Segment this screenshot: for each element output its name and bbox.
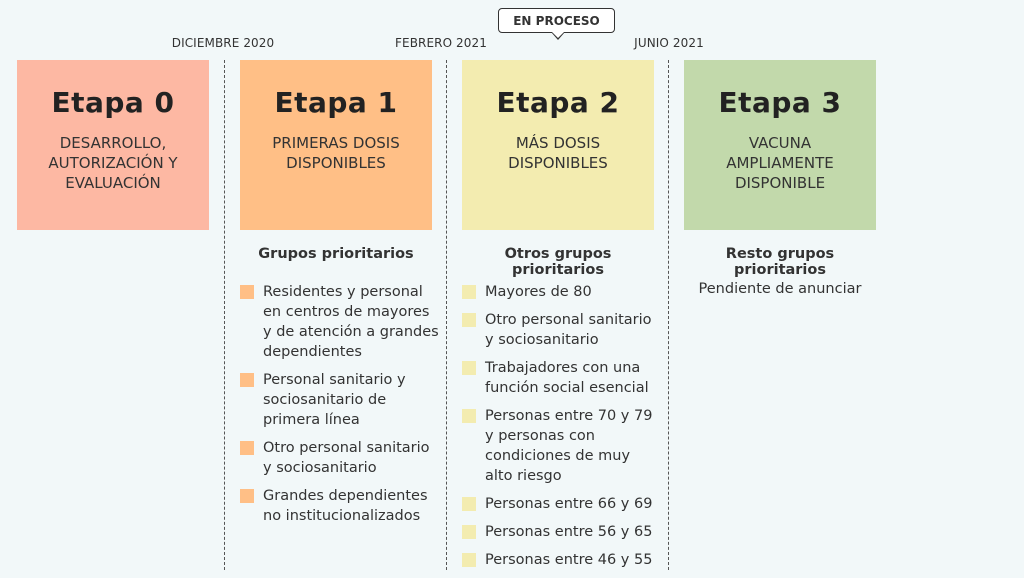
status-badge: EN PROCESO xyxy=(498,8,615,33)
date-label-feb-2021: FEBRERO 2021 xyxy=(395,36,487,50)
group-list-item-label: Personas entre 70 y 79 y personas con condiciones de muy alto riesgo xyxy=(485,408,653,484)
stage-card-0 xyxy=(17,60,209,230)
stage-card-2 xyxy=(462,60,654,230)
divider-feb-2021 xyxy=(446,60,447,570)
divider-jun-2021 xyxy=(668,60,669,570)
square-bullet-icon xyxy=(240,489,254,503)
date-label-jun-2021: JUNIO 2021 xyxy=(634,36,704,50)
stage-title: Etapa 0 xyxy=(51,86,175,119)
square-bullet-icon xyxy=(462,313,476,327)
stage-subtitle: MÁS DOSIS DISPONIBLES xyxy=(508,134,608,172)
group-list-item-label: Mayores de 80 xyxy=(485,284,592,300)
square-bullet-icon xyxy=(240,285,254,299)
group-list-item xyxy=(462,494,662,514)
group-list-item xyxy=(462,358,662,398)
stage-card-1 xyxy=(240,60,432,230)
stage2-groups-list xyxy=(462,282,662,578)
square-bullet-icon xyxy=(462,361,476,375)
square-bullet-icon xyxy=(240,373,254,387)
group-list-item-label: Personal sanitario y sociosanitario de primera línea xyxy=(263,372,406,428)
square-bullet-icon xyxy=(462,553,476,567)
group-list-item-label: Residentes y personal en centros de mayores y de atención a grandes dependientes xyxy=(263,284,439,360)
group-list-item xyxy=(462,550,662,570)
group-list-item xyxy=(240,438,440,478)
group-list-item xyxy=(462,522,662,542)
group-list-item xyxy=(462,310,662,350)
stage1-groups-list xyxy=(240,282,440,534)
square-bullet-icon xyxy=(462,285,476,299)
stage3-pending-text: Pendiente de anunciar xyxy=(698,281,862,297)
stage-title: Etapa 3 xyxy=(718,86,842,119)
square-bullet-icon xyxy=(462,525,476,539)
stage3-groups-heading: Resto grupos prioritarios xyxy=(725,246,835,278)
group-list-item xyxy=(240,486,440,526)
square-bullet-icon xyxy=(240,441,254,455)
stage-title: Etapa 1 xyxy=(274,86,398,119)
stage-subtitle: DESARROLLO, AUTORIZACIÓN Y EVALUACIÓN xyxy=(48,134,178,192)
group-list-item xyxy=(240,282,440,362)
group-list-item xyxy=(462,282,662,302)
group-list-item xyxy=(240,370,440,430)
square-bullet-icon xyxy=(462,497,476,511)
group-list-item xyxy=(462,406,662,486)
stage1-groups-heading: Grupos prioritarios xyxy=(258,246,414,262)
divider-dec-2020 xyxy=(224,60,225,570)
stage-title: Etapa 2 xyxy=(496,86,620,119)
group-list-item-label: Personas entre 66 y 69 xyxy=(485,496,653,512)
stage2-groups-heading: Otros grupos prioritarios xyxy=(504,246,612,278)
status-badge-pointer-fill xyxy=(552,32,564,38)
group-list-item-label: Personas entre 46 y 55 xyxy=(485,552,653,568)
group-list-item-label: Trabajadores con una función social esencial xyxy=(485,360,649,396)
date-label-dec-2020: DICIEMBRE 2020 xyxy=(171,36,275,50)
group-list-item-label: Otro personal sanitario y sociosanitario xyxy=(485,312,652,348)
stage-card-3 xyxy=(684,60,876,230)
stage-subtitle: VACUNA AMPLIAMENTE DISPONIBLE xyxy=(726,134,834,192)
group-list-item-label: Personas entre 56 y 65 xyxy=(485,524,653,540)
stage-subtitle: PRIMERAS DOSIS DISPONIBLES xyxy=(272,134,400,172)
square-bullet-icon xyxy=(462,409,476,423)
group-list-item-label: Otro personal sanitario y sociosanitario xyxy=(263,440,430,476)
group-list-item-label: Grandes dependientes no institucionalizados xyxy=(263,488,428,524)
